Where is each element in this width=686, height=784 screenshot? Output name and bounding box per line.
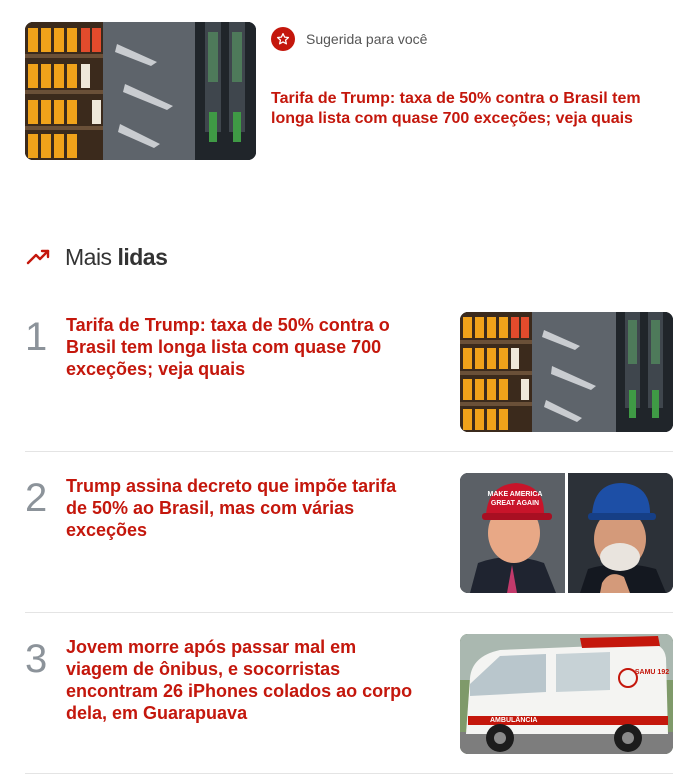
article-thumbnail[interactable] (460, 634, 673, 754)
suggested-meta (271, 27, 427, 51)
star-icon (271, 27, 295, 51)
cap-slogan-text: MAKE AMERICA (487, 491, 543, 498)
trending-up-icon (25, 243, 53, 271)
rank-number: 1 (25, 315, 48, 359)
list-item[interactable] (25, 312, 673, 432)
article-title[interactable]: Jovem morre após passar mal em viagem de ônibus, e socorristas encontram 26 iPhones colados ao corpo dela, em Guarapuava (66, 637, 413, 723)
suggested-label: Sugerida para você (306, 31, 428, 47)
article-thumbnail[interactable] (460, 312, 673, 432)
article-title[interactable]: Tarifa de Trump: taxa de 50% contra o Brasil tem longa lista com quase 700 exceções; veja quais (66, 315, 390, 379)
rank-number: 3 (25, 637, 48, 681)
svg-text:GREAT AGAIN: GREAT AGAIN (490, 500, 540, 507)
suggested-article-title[interactable]: Tarifa de Trump: taxa de 50% contra o Brasil tem longa lista com quase 700 exceções; veja quais (271, 90, 641, 127)
article-thumbnail[interactable] (460, 473, 673, 593)
section-title: Mais lidas (65, 243, 168, 270)
list-item[interactable] (25, 634, 673, 754)
rank-number: 2 (25, 476, 48, 520)
article-thumbnail[interactable] (25, 22, 256, 160)
ambulance-side-text: AMBULÂNCIA (490, 717, 538, 724)
divider (25, 451, 673, 452)
ambulance-unit-text: SAMU 192 (634, 669, 670, 676)
suggested-article-card[interactable] (25, 22, 665, 160)
divider (25, 773, 673, 774)
most-read-header (25, 243, 167, 271)
divider (25, 612, 673, 613)
article-title[interactable]: Trump assina decreto que impõe tarifa de 50% ao Brasil, mas com várias exceções (66, 476, 397, 540)
list-item[interactable] (25, 473, 673, 593)
